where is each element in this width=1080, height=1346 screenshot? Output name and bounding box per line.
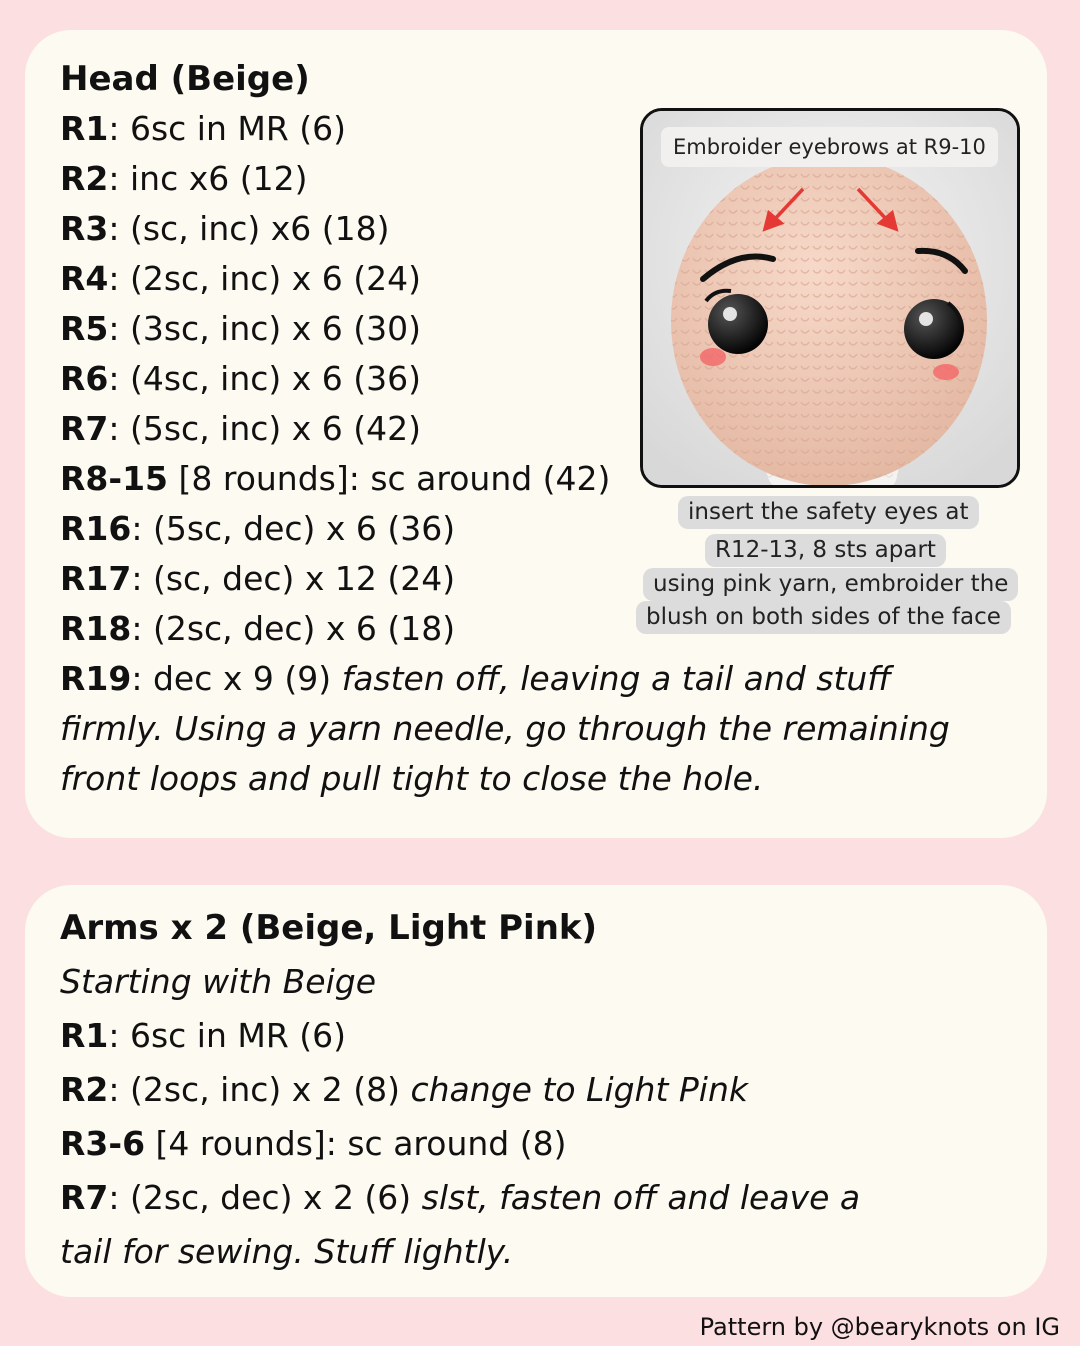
arms-title: Arms x 2 (Beige, Light Pink) [60,908,598,948]
note-line: blush on both sides of the face [636,601,1011,634]
arms-round-r7: R7: (2sc, dec) x 2 (6) slst, fasten off and leave a [60,1178,861,1217]
head-round-r6: R6: (4sc, inc) x 6 (36) [60,359,422,398]
head-round-r19: R19: dec x 9 (9) fasten off, leaving a tail and stuff [60,659,892,698]
head-round-r3: R3: (sc, inc) x6 (18) [60,209,390,248]
head-illustration [643,111,1017,485]
head-round-r8-15: R8-15 [8 rounds]: sc around (42) [60,459,611,498]
arms-instruction-line: tail for sewing. Stuff lightly. [60,1232,514,1271]
right-blush [933,364,959,380]
note-line: using pink yarn, embroider the [643,568,1018,601]
head-round-r7: R7: (5sc, inc) x 6 (42) [60,409,422,448]
photo-caption: Embroider eyebrows at R9-10 [661,127,998,167]
left-safety-eye [708,294,768,354]
head-title: Head (Beige) [60,59,310,99]
arms-round-r3-6: R3-6 [4 rounds]: sc around (8) [60,1124,567,1163]
head-round-r2: R2: inc x6 (12) [60,159,308,198]
head-round-r18: R18: (2sc, dec) x 6 (18) [60,609,456,648]
amigurumi-head-photo [640,108,1020,488]
head-instruction-line: firmly. Using a yarn needle, go through the remaining [60,709,950,748]
head-round-r5: R5: (3sc, inc) x 6 (30) [60,309,422,348]
left-blush [700,348,726,366]
note-line: insert the safety eyes at [678,496,979,529]
head-round-r4: R4: (2sc, inc) x 6 (24) [60,259,422,298]
arms-subtitle: Starting with Beige [60,962,376,1001]
note-line: R12-13, 8 sts apart [705,534,946,567]
head-round-r17: R17: (sc, dec) x 12 (24) [60,559,456,598]
pattern-credit: Pattern by @bearyknots on IG [699,1313,1060,1341]
arms-round-r2: R2: (2sc, inc) x 2 (8) change to Light Pink [60,1070,748,1109]
arms-section-card [25,885,1047,1297]
head-round-r16: R16: (5sc, dec) x 6 (36) [60,509,456,548]
arms-round-r1: R1: 6sc in MR (6) [60,1016,347,1055]
head-round-r1: R1: 6sc in MR (6) [60,109,347,148]
head-instruction-line: front loops and pull tight to close the hole. [60,759,764,798]
